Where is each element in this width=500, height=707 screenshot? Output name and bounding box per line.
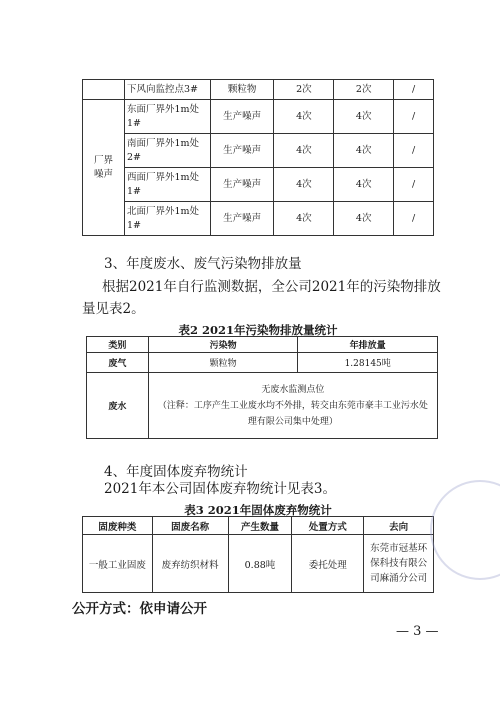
table-cell: 颗粒物 [210, 80, 274, 100]
table-row [87, 353, 438, 373]
table-cell: 一般工业固废 [83, 535, 153, 593]
table-cell: 废弃纺织材料 [152, 535, 228, 593]
table-cell: 4次 [274, 134, 334, 168]
column-header: 污染物 [148, 337, 298, 353]
note-line: 无废水监测点位 [261, 384, 325, 395]
table-cell: 委托处理 [292, 535, 364, 593]
table-cell: 颗粒物 [148, 353, 298, 373]
table-row [83, 80, 434, 100]
table-cell: 4次 [274, 168, 334, 202]
column-header: 年排放量 [298, 337, 438, 353]
table-cell: 下风向监控点3# [124, 80, 210, 100]
column-header: 固废名称 [152, 517, 228, 535]
column-header: 产生数量 [228, 517, 292, 535]
table-cell: 2次 [274, 80, 334, 100]
table-cell: 4次 [334, 100, 394, 134]
table-row [83, 134, 434, 168]
table-cell [83, 80, 125, 100]
table-cell: 0.88吨 [228, 535, 292, 593]
column-header: 处置方式 [292, 517, 364, 535]
note-line: （注释：工序产生工业废水均不外排，转交由东莞市豪丰工业污水处理有限公司集中处理） [157, 400, 428, 427]
table-cell: 1.28145吨 [298, 353, 438, 373]
table-cell: 东面厂界外1m处1# [124, 100, 210, 134]
group-label: 厂界噪声 [83, 100, 125, 236]
section-heading: 4、年度固体废弃物统计 [104, 464, 248, 480]
table-cell: / [394, 80, 434, 100]
table-row [83, 202, 434, 236]
table-cell: 4次 [334, 134, 394, 168]
paragraph: 根据2021年自行监测数据，全公司2021年的污染物排放量见表2。 [82, 279, 441, 317]
column-header: 固废种类 [83, 517, 153, 535]
table-cell: 生产噪声 [210, 100, 274, 134]
table-cell: / [394, 202, 434, 236]
table-cell: 西面厂界外1m处1# [124, 168, 210, 202]
table-row [83, 100, 434, 134]
table-caption: 表2 2021年污染物排放量统计 [178, 323, 338, 337]
table-cell: 生产噪声 [210, 134, 274, 168]
table-cell: 东莞市冠基环保科技有限公司麻涌分公司 [364, 535, 434, 593]
table-caption: 表3 2021年固体废弃物统计 [184, 503, 332, 517]
column-header: 类别 [87, 337, 149, 353]
table-cell: 4次 [274, 100, 334, 134]
table-cell: 生产噪声 [210, 202, 274, 236]
table-cell: 生产噪声 [210, 168, 274, 202]
column-header: 去向 [364, 517, 434, 535]
table-cell: 南面厂界外1m处2# [124, 134, 210, 168]
table-cell: 4次 [334, 168, 394, 202]
disclosure-text: 公开方式：依申请公开 [72, 601, 207, 617]
table-cell: / [394, 100, 434, 134]
table-cell: 2次 [334, 80, 394, 100]
page-number: — 3 — [396, 624, 439, 639]
table-cell: 废水 [87, 373, 149, 439]
table-row [87, 373, 438, 439]
table-cell: / [394, 134, 434, 168]
table-cell: 4次 [274, 202, 334, 236]
monitoring-table [82, 79, 434, 236]
table-cell: 废气 [87, 353, 149, 373]
section-heading: 3、年度废水、废气污染物排放量 [104, 256, 302, 272]
table-header-row [83, 517, 434, 535]
table-cell: 北面厂界外1m处1# [124, 202, 210, 236]
paragraph: 2021年本公司固体废弃物统计见表3。 [104, 481, 336, 497]
table-cell: 4次 [334, 202, 394, 236]
table-row [83, 535, 434, 593]
table-header-row [87, 337, 438, 353]
solid-waste-table [82, 516, 434, 593]
emissions-table [86, 336, 438, 439]
table-cell [148, 373, 437, 439]
table-cell: / [394, 168, 434, 202]
table-row [83, 168, 434, 202]
